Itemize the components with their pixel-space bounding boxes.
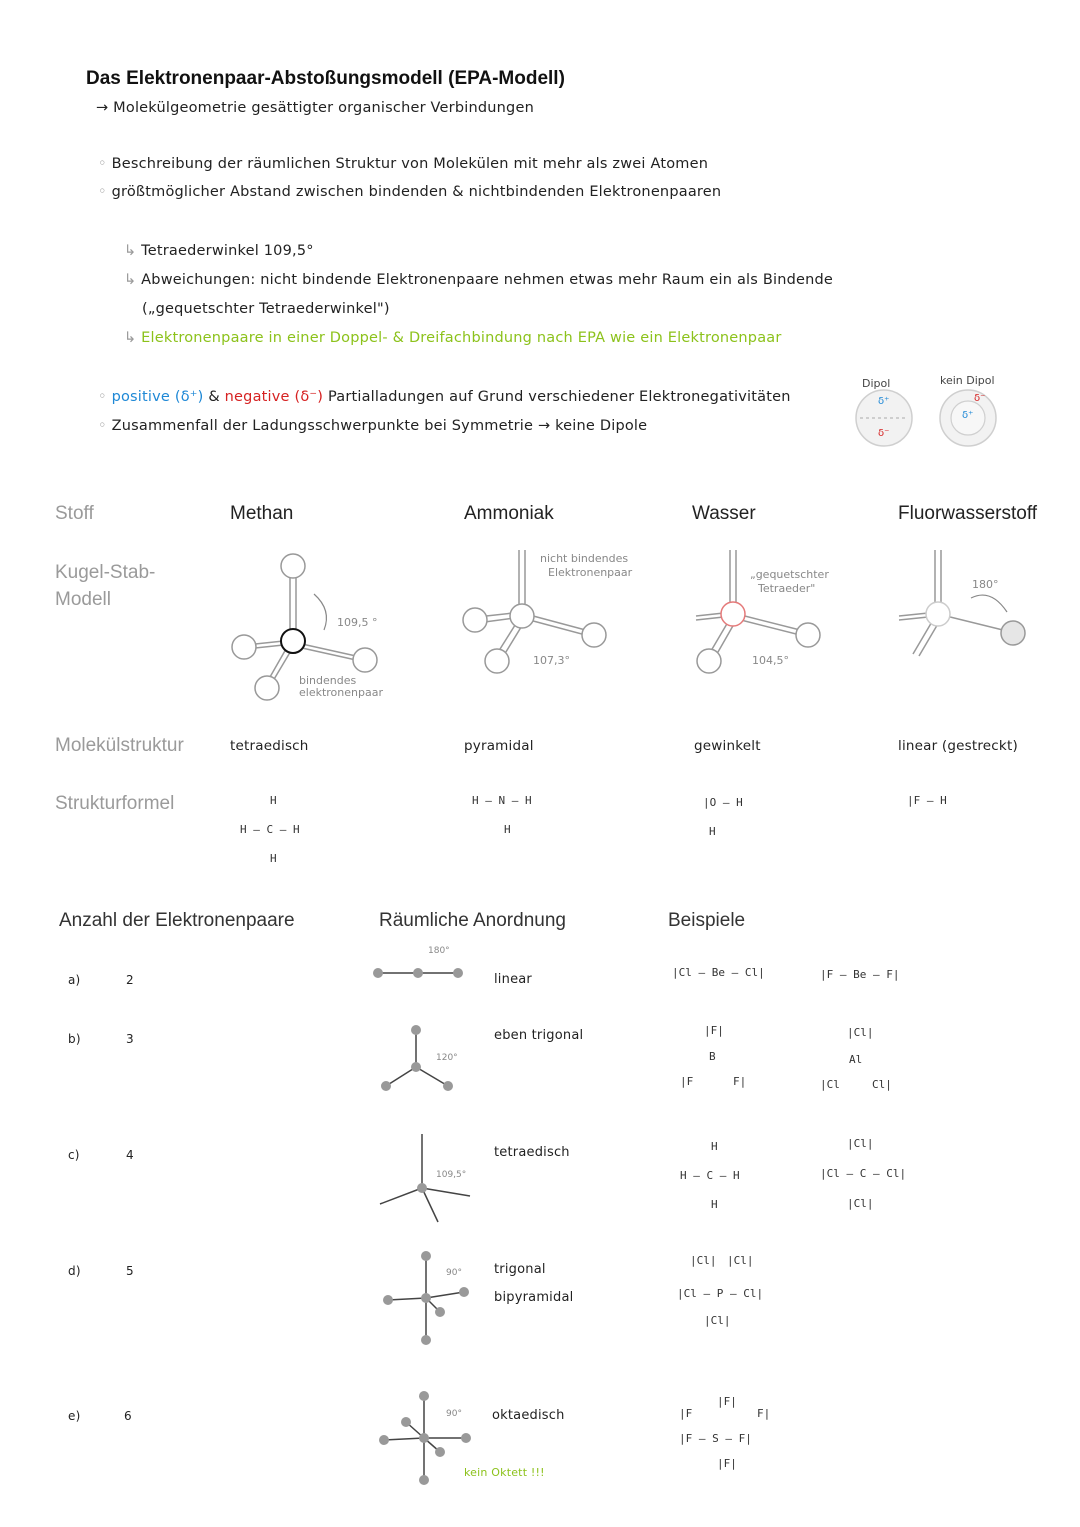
ex-e-tl: |F xyxy=(679,1407,693,1420)
header-beispiele: Beispiele xyxy=(668,910,746,931)
methan-atom-center xyxy=(281,629,305,653)
wasser-q1: „gequetschter xyxy=(750,568,829,581)
row-a-letter: a) xyxy=(68,973,81,987)
wasser-atom-bottom xyxy=(697,649,721,673)
ex-c2-mid: |Cl – C – Cl| xyxy=(820,1167,907,1180)
row-e-count: 6 xyxy=(124,1409,132,1423)
ex-d-bot: |Cl| xyxy=(704,1314,731,1327)
amp: & xyxy=(208,389,220,405)
dipol-plus: δ⁺ xyxy=(878,396,890,407)
ex-e-top: |F| xyxy=(717,1395,737,1408)
sub-bullet-green-text: Elektronenpaare in einer Doppel- & Dreifachbindung nach EPA wie ein Elektronenpaar xyxy=(141,330,782,346)
methan-bond-label1: bindendes xyxy=(299,674,357,687)
ex-c2-top: |Cl| xyxy=(847,1137,874,1150)
kein-dipol-plus: δ⁺ xyxy=(962,410,974,421)
methan-angle: 109,5 ° xyxy=(337,616,378,629)
ex-b1-top: |F| xyxy=(704,1024,724,1037)
sub-bullet-tetra-text: Tetraederwinkel 109,5° xyxy=(141,243,314,259)
ex-c1-bot: H xyxy=(711,1198,718,1211)
geometry-bipyramidal xyxy=(380,1248,475,1348)
formula-hf: |F – H xyxy=(907,794,947,807)
ex-e-bot: |F| xyxy=(717,1457,737,1470)
ex-d-tr: |Cl| xyxy=(727,1254,754,1267)
linear-angle: 180° xyxy=(428,946,450,956)
linear-atom-right xyxy=(453,968,463,978)
hf-angle: 180° xyxy=(972,578,999,591)
bullet-1: ◦ Beschreibung der räumlichen Struktur von Molekülen mit mehr als zwei Atomen xyxy=(98,156,709,172)
arr-bipyramidal-1: trigonal xyxy=(494,1262,546,1277)
arr-octahedral: oktaedisch xyxy=(492,1408,565,1423)
formula-ammoniak-mid: H – N – H xyxy=(472,794,532,807)
bullet-charges: ◦ positive (δ⁺) & negative (δ⁻) Partialladungen auf Grund verschiedener Elektronegativitäten xyxy=(98,389,791,405)
formula-methan-top: H xyxy=(270,794,277,807)
charges-rest: Partialladungen auf Grund verschiedener Elektronegativitäten xyxy=(327,389,791,405)
linear-atom-center xyxy=(413,968,423,978)
ex-e-mid: |F – S – F| xyxy=(679,1432,752,1445)
hf-atom-f xyxy=(926,602,950,626)
struct-methan: tetraedisch xyxy=(230,738,309,754)
methan-atom-top xyxy=(281,554,305,578)
bullet-2-text: größtmöglicher Abstand zwischen bindenden & nichtbindenden Elektronenpaaren xyxy=(111,184,722,200)
ex-c1-mid: H – C – H xyxy=(680,1169,740,1182)
arr-bipyramidal-2: bipyramidal xyxy=(494,1290,574,1305)
methan-atom-bottom xyxy=(255,676,279,700)
bullet-1-text: Beschreibung der räumlichen Struktur von Molekülen mit mehr als zwei Atomen xyxy=(111,156,709,172)
row-c-letter: c) xyxy=(68,1148,80,1162)
dipol-minus: δ⁻ xyxy=(878,428,890,439)
ex-b1-l: |F xyxy=(680,1075,694,1088)
ammoniak-np2: Elektronenpaar xyxy=(548,566,633,579)
row-c-count: 4 xyxy=(126,1148,134,1162)
note-kein-oktett: kein Oktett !!! xyxy=(464,1466,545,1479)
trigonal-angle: 120° xyxy=(436,1053,458,1063)
dipol-label: Dipol xyxy=(862,377,891,390)
methan-atom-right xyxy=(353,648,377,672)
ammoniak-atom-left xyxy=(463,608,487,632)
row-label-formel: Strukturformel xyxy=(55,793,175,814)
ammoniak-atom-right xyxy=(582,623,606,647)
sub-bullet-abw2: („gequetschter Tetraederwinkel") xyxy=(142,301,390,317)
arr-tetrahedral: tetraedisch xyxy=(494,1145,570,1160)
row-label-stoff: Stoff xyxy=(55,503,94,524)
row-label-kugel2: Modell xyxy=(55,589,111,610)
ex-a2: |F – Be – F| xyxy=(820,968,900,981)
col-hf: Fluorwasserstoff xyxy=(898,503,1038,524)
wasser-atom-center xyxy=(721,602,745,626)
ex-b1-mid: B xyxy=(709,1050,716,1063)
sub-bullet-abw: ↳ Abweichungen: nicht bindende Elektronenpaare nehmen etwas mehr Raum ein als Bindende xyxy=(124,272,834,288)
linear-atom-left xyxy=(373,968,383,978)
kein-dipol-label: kein Dipol xyxy=(940,374,995,387)
sub-bullet-tetra: ↳ Tetraederwinkel 109,5° xyxy=(124,243,314,259)
ex-d-mid: |Cl – P – Cl| xyxy=(677,1287,764,1300)
methan-bond-label2: elektronenpaar xyxy=(299,686,383,699)
ex-b2-l: |Cl xyxy=(820,1078,840,1091)
methan-atom-left xyxy=(232,635,256,659)
arr-linear: linear xyxy=(494,972,532,987)
ex-b1-r: F| xyxy=(733,1075,747,1088)
ex-e-tr: F| xyxy=(757,1407,771,1420)
row-label-struktur: Molekülstruktur xyxy=(55,735,184,756)
subtitle: → Molekülgeometrie gesättigter organischer Verbindungen xyxy=(96,100,534,116)
bullet-2: ◦ größtmöglicher Abstand zwischen bindenden & nichtbindenden Elektronenpaaren xyxy=(98,184,722,200)
ammoniak-atom-center xyxy=(510,604,534,628)
ex-b2-r: Cl| xyxy=(872,1078,892,1091)
ex-b2-mid: Al xyxy=(849,1053,863,1066)
col-ammoniak: Ammoniak xyxy=(464,503,554,524)
formula-wasser-mid: |O – H xyxy=(703,796,743,809)
ex-b2-top: |Cl| xyxy=(847,1026,874,1039)
col-methan: Methan xyxy=(230,503,294,524)
col-wasser: Wasser xyxy=(692,503,756,524)
subtitle-text: Molekülgeometrie gesättigter organischer Verbindungen xyxy=(113,100,534,116)
formula-wasser-bot: H xyxy=(709,825,716,838)
header-anordnung: Räumliche Anordnung xyxy=(379,910,566,931)
bipyramidal-angle: 90° xyxy=(446,1268,462,1278)
geometry-linear xyxy=(372,964,472,984)
geometry-octahedral xyxy=(378,1390,473,1490)
bullet-symmetry: ◦ Zusammenfall der Ladungsschwerpunkte bei Symmetrie → keine Dipole xyxy=(98,418,648,434)
row-label-kugel: Kugel-Stab- xyxy=(55,562,156,583)
row-e-letter: e) xyxy=(68,1409,81,1423)
ex-d-tl: |Cl| xyxy=(690,1254,717,1267)
wasser-angle: 104,5° xyxy=(752,654,789,667)
wasser-q2: Tetraeder" xyxy=(758,582,816,595)
kein-dipol-minus: δ⁻ xyxy=(974,393,986,404)
arr-trigonal: eben trigonal xyxy=(494,1028,584,1043)
ammoniak-angle: 107,3° xyxy=(533,654,570,667)
ex-c2-bot: |Cl| xyxy=(847,1197,874,1210)
row-a-count: 2 xyxy=(126,973,134,987)
row-d-letter: d) xyxy=(68,1264,81,1278)
hf-model xyxy=(895,550,1035,660)
ammoniak-np1: nicht bindendes xyxy=(540,552,629,565)
struct-hf: linear (gestreckt) xyxy=(898,738,1018,754)
struct-wasser: gewinkelt xyxy=(694,738,761,754)
row-d-count: 5 xyxy=(126,1264,134,1278)
sub-bullet-green: ↳ Elektronenpaare in einer Doppel- & Dreifachbindung nach EPA wie ein Elektronenpaar xyxy=(124,330,782,346)
header-anzahl: Anzahl der Elektronenpaare xyxy=(59,910,295,931)
octahedral-angle: 90° xyxy=(446,1409,462,1419)
symmetry-text: Zusammenfall der Ladungsschwerpunkte bei Symmetrie → keine Dipole xyxy=(111,418,648,434)
sub-bullet-abw-text: Abweichungen: nicht bindende Elektronenpaare nehmen etwas mehr Raum ein als Bindende xyxy=(141,272,834,288)
row-b-count: 3 xyxy=(126,1032,134,1046)
hf-atom-h xyxy=(1001,621,1025,645)
formula-methan-mid: H – C – H xyxy=(240,823,300,836)
struct-ammoniak: pyramidal xyxy=(464,738,534,754)
formula-ammoniak-bot: H xyxy=(504,823,511,836)
ex-a1: |Cl – Be – Cl| xyxy=(672,966,765,979)
ammoniak-atom-bottom xyxy=(485,649,509,673)
formula-methan-bot: H xyxy=(270,852,277,865)
ex-c1-top: H xyxy=(711,1140,718,1153)
page-title: Das Elektronenpaar-Abstoßungsmodell (EPA-Modell) xyxy=(86,68,565,89)
negative-label: negative (δ⁻) xyxy=(224,389,324,405)
positive-label: positive (δ⁺) xyxy=(111,389,204,405)
tetrahedral-angle: 109,5° xyxy=(436,1170,467,1180)
row-b-letter: b) xyxy=(68,1032,81,1046)
wasser-atom-right xyxy=(796,623,820,647)
